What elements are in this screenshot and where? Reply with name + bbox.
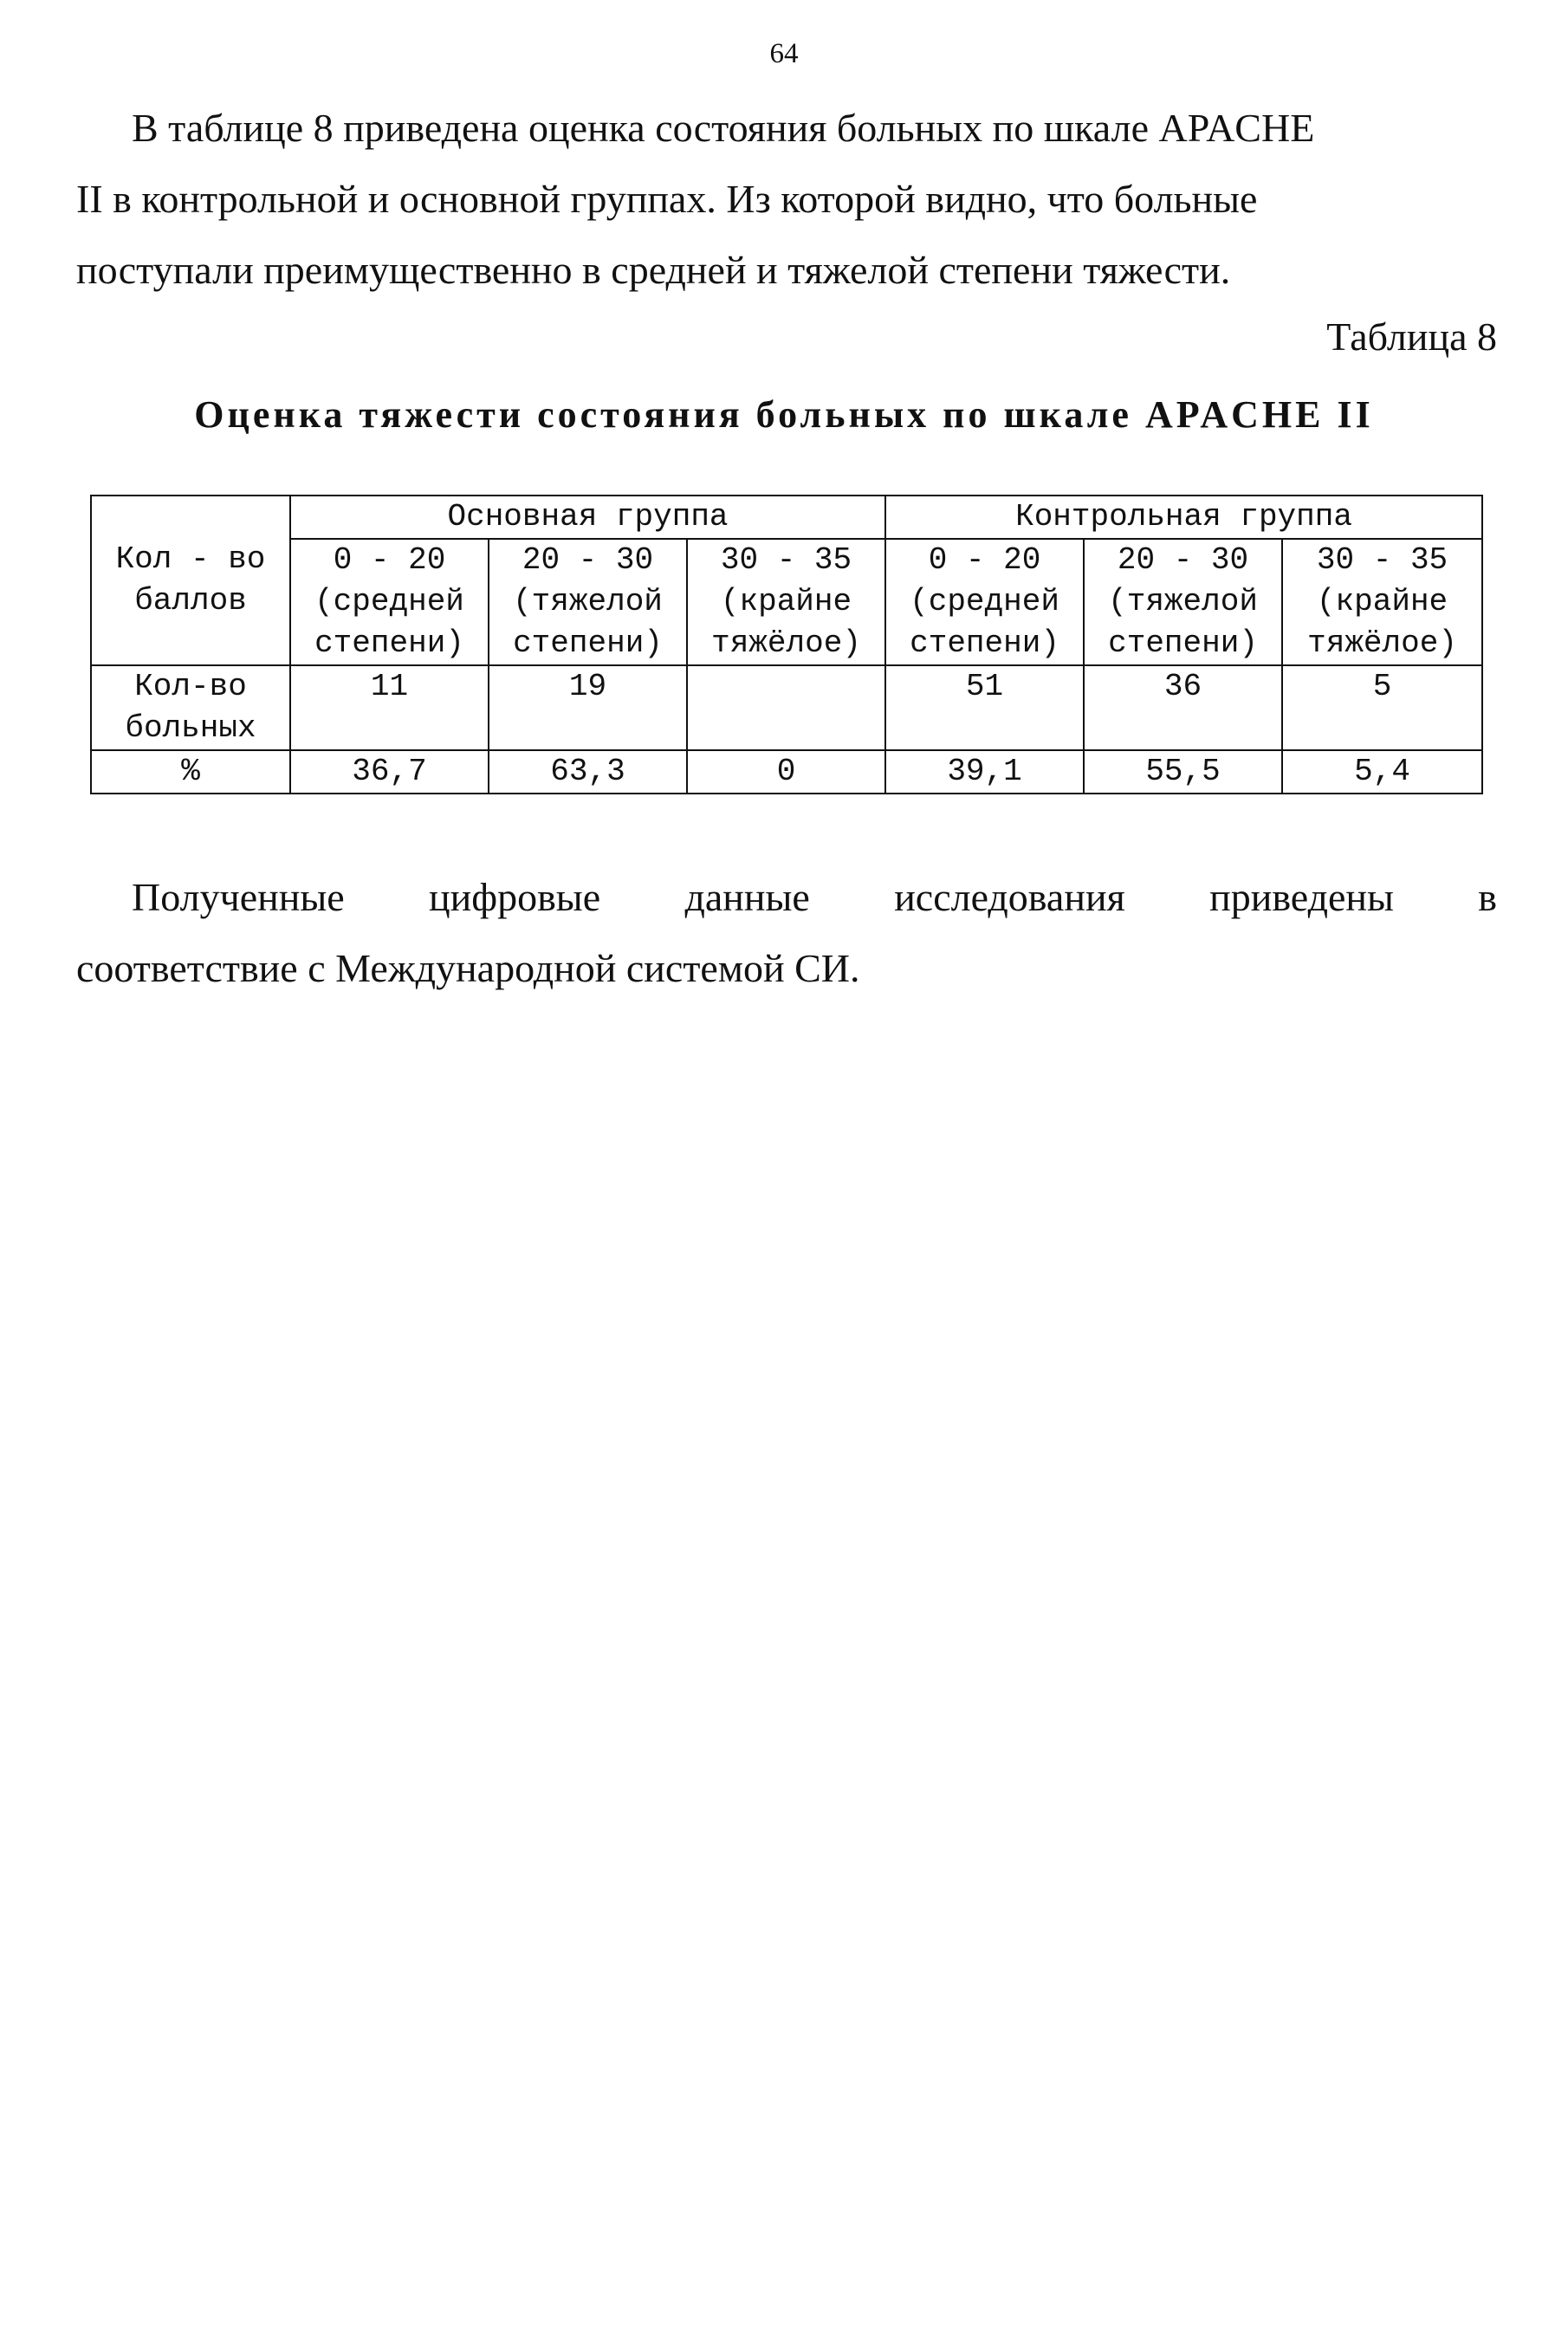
percent-cell: 39,1 <box>885 750 1084 794</box>
range-value: 20 - 30 <box>1117 542 1249 578</box>
patients-cell: 51 <box>885 665 1084 750</box>
paragraph-line: В таблице 8 приведена оценка состояния больных по шкале APACHE <box>132 106 1315 150</box>
range-header-cell <box>1084 539 1282 665</box>
range-header-cell <box>1282 539 1482 665</box>
apache-table <box>90 495 1483 794</box>
percent-label-cell: % <box>91 750 290 794</box>
range-value: 30 - 35 <box>720 542 852 578</box>
patients-cell: 36 <box>1084 665 1282 750</box>
range-value: 30 - 35 <box>1316 542 1448 578</box>
range-desc: (крайне <box>720 584 852 619</box>
percent-cell: 5,4 <box>1282 750 1482 794</box>
table-row <box>91 665 1482 750</box>
range-desc: тяжёлое) <box>711 625 861 661</box>
patients-cell: 11 <box>290 665 489 750</box>
percent-cell: 63,3 <box>489 750 687 794</box>
main-group-header: Основная группа <box>290 496 885 539</box>
intro-paragraph <box>76 93 1497 306</box>
range-desc: степени) <box>314 625 464 661</box>
range-value: 0 - 20 <box>333 542 446 578</box>
range-header-cell <box>687 539 885 665</box>
range-header-cell <box>885 539 1084 665</box>
paragraph-line: II в контрольной и основной группах. Из которой видно, что больные <box>76 177 1258 221</box>
table-row <box>91 539 1482 665</box>
range-desc: степени) <box>1108 625 1258 661</box>
table-row <box>91 750 1482 794</box>
range-desc: (средней <box>910 584 1059 619</box>
table-label: Таблица 8 <box>1326 314 1497 359</box>
paragraph-line: соответствие с Международной системой СИ. <box>76 946 860 990</box>
conclusion-paragraph <box>76 862 1497 1004</box>
range-desc: (тяжелой <box>513 584 663 619</box>
range-header-cell <box>290 539 489 665</box>
range-desc: степени) <box>910 625 1059 661</box>
table-row <box>91 496 1482 539</box>
control-group-header: Контрольная группа <box>885 496 1482 539</box>
patients-cell: 5 <box>1282 665 1482 750</box>
range-value: 0 - 20 <box>928 542 1041 578</box>
paragraph-line: Полученные цифровые данные исследования приведены в <box>132 875 1497 919</box>
range-value: 20 - 30 <box>522 542 654 578</box>
percent-cell: 0 <box>687 750 885 794</box>
page-number: 64 <box>769 38 799 69</box>
patients-label-cell: Кол-во больных <box>91 665 290 750</box>
score-header-cell: Кол - во баллов <box>91 496 290 665</box>
paragraph-line: поступали преимущественно в средней и тяжелой степени тяжести. <box>76 248 1231 292</box>
percent-cell: 36,7 <box>290 750 489 794</box>
range-desc: (крайне <box>1316 584 1448 619</box>
patients-cell: 19 <box>489 665 687 750</box>
range-desc: (тяжелой <box>1108 584 1258 619</box>
range-header-cell <box>489 539 687 665</box>
patients-cell <box>687 665 885 750</box>
range-desc: (средней <box>314 584 464 619</box>
table-title: Оценка тяжести состояния больных по шкале APACHE II <box>194 393 1374 436</box>
range-desc: тяжёлое) <box>1307 625 1457 661</box>
range-desc: степени) <box>513 625 663 661</box>
percent-cell: 55,5 <box>1084 750 1282 794</box>
